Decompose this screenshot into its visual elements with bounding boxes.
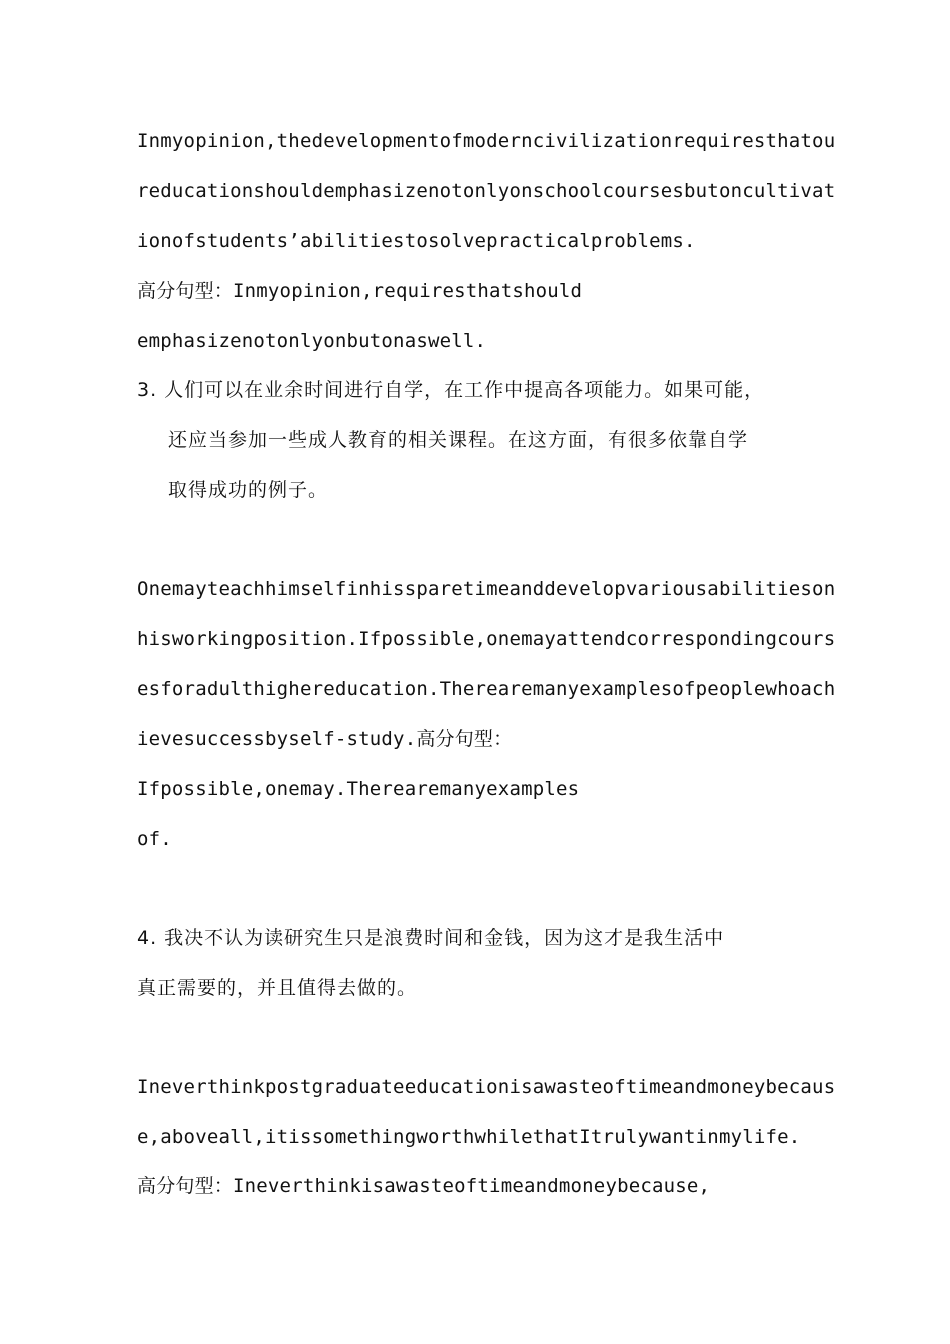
item-3-chinese-line: 3. 人们可以在业余时间进行自学，在工作中提高各项能力。如果可能，: [137, 379, 765, 401]
item-4-chinese-line: 真正需要的，并且值得去做的。: [137, 977, 418, 999]
text-line: of.: [137, 828, 172, 850]
text-line: Onemayteachhimselfinhissparetimeanddevelopvariousabilitieson: [137, 578, 836, 600]
sentence-pattern-line: ievesuccessbyself-study.高分句型：: [137, 728, 513, 750]
text-line: esforadulthighereducation.Therearemanyexamplesofpeoplewhoach: [137, 678, 836, 700]
text-line: Ineverthinkpostgraduateeducationisawasteoftimeandmoneybecaus: [137, 1076, 836, 1098]
text-line: e,aboveall,itissomethingworthwhilethatItrulywantinmylife.: [137, 1126, 801, 1148]
text-line: reducationshouldemphasizenotonlyonschoolcoursesbutoncultivat: [137, 180, 836, 202]
item-4-chinese-line: 4. 我决不认为读研究生只是浪费时间和金钱，因为这才是我生活中: [137, 927, 725, 949]
text-line: emphasizenotonlyonbutonaswell.: [137, 330, 487, 352]
text-line: hisworkingposition.Ifpossible,onemayattendcorrespondingcours: [137, 628, 836, 650]
text-line: ionofstudents’abilitiestosolvepracticalproblems.: [137, 230, 696, 252]
sentence-pattern-line: 高分句型：Inmyopinion,requiresthatshould: [137, 280, 583, 302]
item-3-chinese-line: 还应当参加一些成人教育的相关课程。在这方面，有很多依靠自学: [168, 429, 749, 451]
text-line: Inmyopinion,thedevelopmentofmoderncivilizationrequiresthatou: [137, 130, 836, 152]
item-3-chinese-line: 取得成功的例子。: [168, 479, 329, 501]
text-line: Ifpossible,onemay.Therearemanyexamples: [137, 778, 580, 800]
sentence-pattern-line: 高分句型：Ineverthinkisawasteoftimeandmoneybecause,: [137, 1175, 711, 1197]
